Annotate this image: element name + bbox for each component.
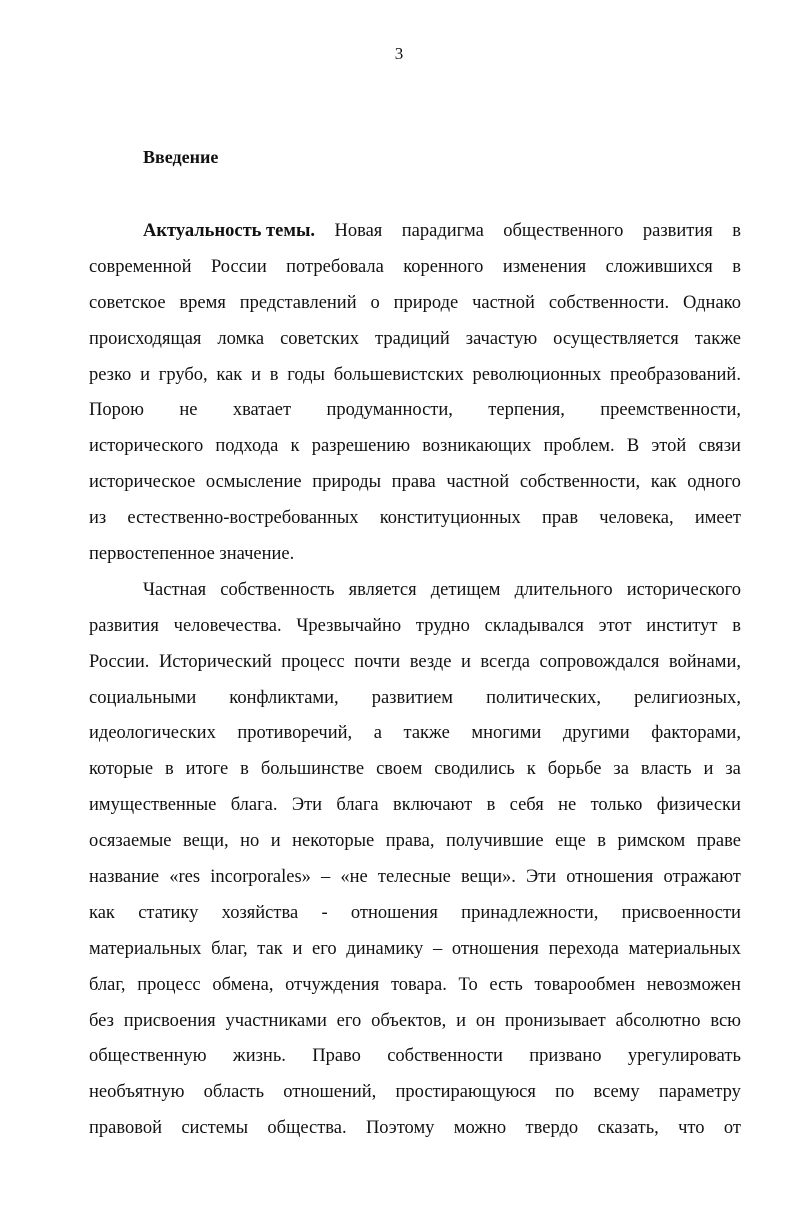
text-line (89, 968, 741, 1004)
word: его (336, 1010, 362, 1031)
word: не (179, 400, 198, 421)
word: складывался (484, 615, 584, 636)
word: только (590, 795, 643, 816)
word: Право (312, 1046, 361, 1067)
word: сводились (434, 759, 515, 780)
word: большинстве (260, 759, 365, 780)
word: присвоенности (621, 902, 741, 923)
word: почти (354, 651, 401, 672)
word: материальных (628, 938, 741, 959)
word: как (89, 902, 115, 923)
word: в (732, 256, 741, 277)
text-line (89, 1075, 741, 1111)
text-line (89, 788, 741, 824)
word: можно (453, 1118, 507, 1139)
word: как (650, 472, 677, 493)
word: этой (651, 436, 687, 457)
word: всегда (480, 651, 530, 672)
word: разрешению (311, 436, 411, 457)
word: общественного (503, 221, 624, 241)
word: Порою (89, 400, 144, 421)
word: также (403, 723, 450, 744)
word: получившие (445, 831, 544, 852)
word: собственности. (548, 292, 670, 313)
word: России. (89, 651, 150, 672)
word: твердо (525, 1118, 579, 1139)
word: права, (385, 831, 435, 852)
word: имущественные (89, 795, 217, 816)
word: необъятную (89, 1082, 185, 1103)
word: телесные (377, 867, 451, 888)
word: благ, (89, 974, 126, 995)
text-line (89, 645, 741, 681)
word: развитием (371, 687, 454, 708)
word: В (626, 436, 640, 457)
word: другими (562, 723, 630, 744)
word: человека, (599, 508, 674, 529)
word: праве (696, 831, 741, 852)
word: институт (646, 615, 718, 636)
word: по (555, 1082, 575, 1103)
word: Исторический (158, 651, 272, 672)
word: отношения (566, 867, 654, 888)
word: борьбе (547, 759, 602, 780)
word: собственность (220, 579, 335, 600)
lead-phrase: Актуальность темы. (143, 221, 316, 241)
word: не (558, 795, 577, 816)
text-line (89, 465, 741, 501)
word: – (432, 938, 443, 959)
text-line (89, 896, 741, 932)
word: конституционных (379, 508, 521, 529)
word: включают (392, 795, 473, 816)
word: частной (446, 472, 510, 493)
word: отношения (451, 938, 539, 959)
word: трудно (415, 615, 470, 636)
text-line (89, 393, 741, 429)
word: за (613, 759, 629, 780)
word: динамику (346, 938, 424, 959)
word: его (312, 938, 337, 959)
word: общественную (89, 1046, 207, 1067)
word: большевистских (333, 364, 464, 385)
word: блага (336, 795, 379, 816)
word: зачастую (465, 328, 538, 349)
word: которые (89, 759, 154, 780)
word: преобразований. (609, 364, 741, 385)
word: политических, (486, 687, 602, 708)
word: incorporales» (210, 867, 311, 888)
word: То (458, 974, 478, 995)
word: Новая (334, 221, 383, 241)
word: осмысление (205, 472, 302, 493)
word: название (89, 867, 160, 888)
word: детищем (430, 579, 501, 600)
word: за (725, 759, 741, 780)
word: Эти (525, 867, 557, 888)
paragraph (89, 573, 741, 1147)
word: хозяйства (221, 902, 299, 923)
word: параметру (658, 1082, 741, 1103)
text-line (89, 716, 741, 752)
word: и (292, 938, 303, 959)
word: абсолютно (615, 1010, 701, 1031)
word: принадлежности, (461, 902, 599, 923)
word: конфликтами, (229, 687, 339, 708)
word: идеологических (89, 723, 216, 744)
word: развития (642, 221, 713, 241)
word: первостепенное значение. (89, 544, 295, 565)
text-line (89, 250, 741, 286)
word: ломка (217, 328, 265, 349)
text-line (89, 860, 741, 896)
text-line (89, 752, 741, 788)
word: что (678, 1118, 705, 1139)
word: простирающуюся (395, 1082, 536, 1103)
word: есть (489, 974, 523, 995)
text-line (89, 358, 741, 394)
word: советское (89, 292, 166, 313)
word: многими (471, 723, 542, 744)
word: резко (89, 364, 132, 385)
word: римском (617, 831, 686, 852)
text-line (89, 286, 741, 322)
word: происходящая (89, 328, 202, 349)
word: обмена, (212, 974, 274, 995)
word: отношений, (283, 1082, 377, 1103)
word: имеет (694, 508, 741, 529)
text-line (89, 214, 741, 250)
word: еще (555, 831, 586, 852)
word: везде (409, 651, 452, 672)
word: и (251, 364, 261, 385)
word: - (321, 902, 328, 923)
word: связи (698, 436, 741, 457)
section-heading: Введение (143, 147, 219, 167)
word: является (348, 579, 417, 600)
word: проблем. (543, 436, 615, 457)
word: Частная (143, 579, 207, 600)
word: так (257, 938, 283, 959)
word: религиозных, (634, 687, 741, 708)
word: он (475, 1010, 495, 1031)
word: в (486, 795, 496, 816)
word: «не (340, 867, 368, 888)
word: отношения (350, 902, 438, 923)
word: себя (509, 795, 544, 816)
word: но (240, 831, 260, 852)
text-line (89, 429, 741, 465)
word: Эти (291, 795, 323, 816)
word: в (597, 831, 607, 852)
word: собственности (387, 1046, 503, 1067)
word: одного (687, 472, 741, 493)
word: Поэтому (365, 1118, 435, 1139)
word: итоге (185, 759, 229, 780)
paragraph (89, 214, 741, 573)
word: права (391, 472, 436, 493)
word: вещи, (183, 831, 229, 852)
word: о (370, 292, 380, 313)
word: исторического (626, 579, 741, 600)
word: собственности, (519, 472, 641, 493)
word: физически (656, 795, 741, 816)
word: от (723, 1118, 741, 1139)
word: развития (89, 615, 159, 636)
word: призвано (529, 1046, 602, 1067)
text-line (89, 501, 741, 537)
text-line (89, 322, 741, 358)
word: Чрезвычайно (296, 615, 402, 636)
word: и (703, 759, 714, 780)
word: жизнь. (232, 1046, 286, 1067)
text-line (89, 609, 741, 645)
word: изменения (502, 256, 587, 277)
text-line (89, 932, 741, 968)
word: в (732, 221, 741, 241)
word: частной (472, 292, 535, 313)
word: всему (593, 1082, 640, 1103)
word: время (179, 292, 226, 313)
word: системы (181, 1118, 249, 1139)
word: – (321, 867, 331, 888)
word: власть (640, 759, 692, 780)
word: потребовала (286, 256, 384, 277)
word: отражают (663, 867, 741, 888)
text-line (89, 824, 741, 860)
word: из (89, 508, 107, 529)
word: исторического (89, 436, 204, 457)
word: сопровождался (539, 651, 660, 672)
word: область (203, 1082, 265, 1103)
word: пронизывает (504, 1010, 606, 1031)
word: историческое (89, 472, 196, 493)
word: факторами, (651, 723, 741, 744)
word: и (456, 1010, 467, 1031)
word: к (290, 436, 300, 457)
word: современной (89, 256, 192, 277)
word: осязаемые (89, 831, 172, 852)
word: революционных (472, 364, 602, 385)
word: этот (598, 615, 632, 636)
word: некоторые (292, 831, 375, 852)
word: хватает (232, 400, 292, 421)
word: естественно-востребованных (127, 508, 359, 529)
word: всю (710, 1010, 741, 1031)
word: продуманности, (326, 400, 453, 421)
word: товара. (390, 974, 447, 995)
word: прав (541, 508, 579, 529)
word: коренного (403, 256, 484, 277)
word: участниками (225, 1010, 327, 1031)
word: своем (376, 759, 423, 780)
word: также (694, 328, 741, 349)
word: и (460, 651, 471, 672)
word: благ, (211, 938, 248, 959)
word: возникающих (422, 436, 532, 457)
word: как (216, 364, 243, 385)
word: блага. (230, 795, 278, 816)
text-line (89, 1111, 741, 1147)
word: и (270, 831, 281, 852)
text-line (89, 537, 741, 573)
word: материальных (89, 938, 202, 959)
word: урегулировать (627, 1046, 741, 1067)
word: человечества. (173, 615, 282, 636)
text-line (89, 681, 741, 717)
word: социальными (89, 687, 197, 708)
word: присвоения (123, 1010, 216, 1031)
word: перехода (548, 938, 619, 959)
word: Однако (683, 292, 741, 313)
text-line (89, 573, 741, 609)
word: России (210, 256, 267, 277)
text-line (89, 1039, 741, 1075)
word: статику (138, 902, 199, 923)
word: подхода (215, 436, 279, 457)
word: осуществляется (553, 328, 679, 349)
word: длительного (514, 579, 613, 600)
word: а (373, 723, 382, 744)
word: сказать, (597, 1118, 659, 1139)
word: правовой (89, 1118, 162, 1139)
word: сложившихся (605, 256, 713, 277)
word: преемственности, (600, 400, 741, 421)
word: в (164, 759, 174, 780)
word: противоречий, (237, 723, 353, 744)
word: без (89, 1010, 114, 1031)
word: природе (393, 292, 459, 313)
word: в (732, 615, 741, 636)
word: процесс (137, 974, 201, 995)
word: невозможен (646, 974, 741, 995)
word: природы (312, 472, 382, 493)
word: в (240, 759, 249, 780)
text-line (89, 1004, 741, 1040)
word: войнами, (668, 651, 741, 672)
word: к (526, 759, 536, 780)
word: в (269, 364, 279, 385)
page-number: 3 (394, 44, 404, 63)
word: отчуждения (285, 974, 380, 995)
word: и (140, 364, 150, 385)
word: объектов, (371, 1010, 447, 1031)
body-text (89, 214, 741, 1147)
word: парадигма (401, 221, 484, 241)
word: товарообмен (534, 974, 636, 995)
word: терпения, (488, 400, 565, 421)
word: представлений (239, 292, 357, 313)
word: традиций (375, 328, 450, 349)
word: вещи». (460, 867, 516, 888)
word: советских (280, 328, 360, 349)
word: «res (169, 867, 201, 888)
word: годы (287, 364, 325, 385)
word: грубо, (158, 364, 208, 385)
word: процесс (281, 651, 345, 672)
word: общества. (267, 1118, 347, 1139)
